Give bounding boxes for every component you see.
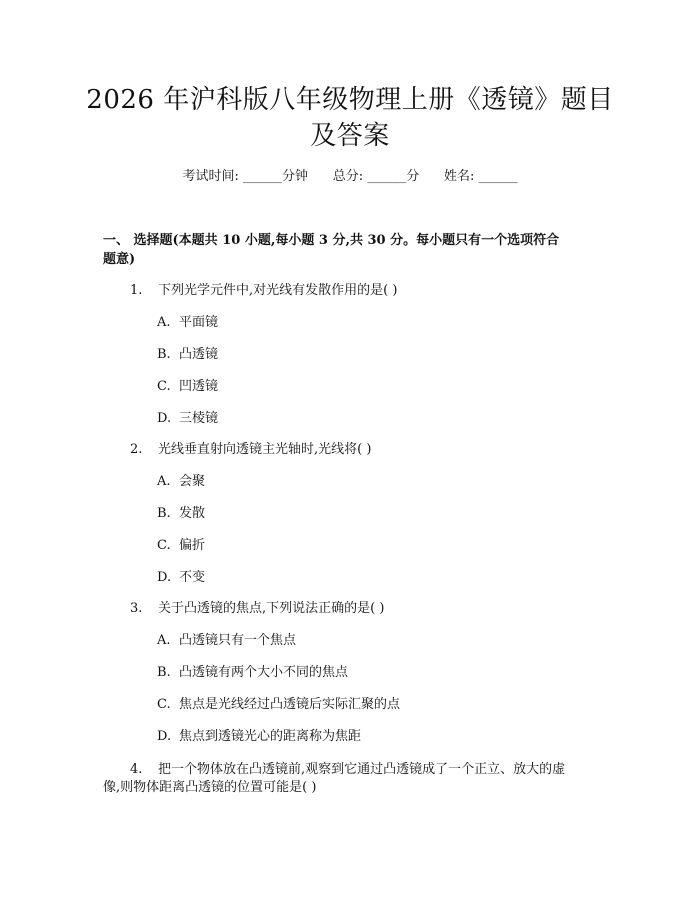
question-text: 光线垂直射向透镜主光轴时,光线将( )	[158, 442, 372, 457]
question-1	[130, 282, 397, 300]
option-3a	[157, 632, 296, 650]
option-letter: D.	[157, 570, 172, 585]
option-text: 不变	[179, 570, 206, 585]
option-text: 凸透镜	[179, 347, 219, 362]
option-letter: C.	[157, 697, 171, 712]
option-text: 凸透镜只有一个焦点	[179, 633, 297, 648]
question-number: 3.	[130, 601, 143, 616]
option-3d	[157, 728, 361, 746]
option-2c	[157, 537, 205, 555]
document-title-line1: 2026 年沪科版八年级物理上册《透镜》题目	[86, 85, 614, 115]
question-number: 1.	[130, 283, 143, 298]
question-2	[130, 441, 371, 459]
option-3b	[157, 664, 348, 682]
document-title-line2: 及答案	[310, 121, 390, 151]
option-text: 偏折	[179, 538, 206, 553]
question-number: 2.	[130, 442, 143, 457]
question-4-line1	[130, 761, 630, 779]
option-letter: A.	[157, 633, 171, 648]
option-1c	[157, 378, 218, 396]
option-3c	[157, 696, 400, 714]
question-number: 4.	[130, 762, 143, 777]
option-2b	[157, 505, 205, 523]
question-4-line2: 像,则物体距离凸透镜的位置可能是( )	[103, 780, 317, 795]
option-letter: B.	[157, 347, 171, 362]
option-text: 焦点到透镜光心的距离称为焦距	[179, 729, 362, 744]
option-text: 发散	[179, 506, 206, 521]
option-text: 焦点是光线经过凸透镜后实际汇聚的点	[179, 697, 401, 712]
option-text: 凸透镜有两个大小不同的焦点	[179, 665, 349, 680]
option-text: 凹透镜	[179, 379, 219, 394]
option-letter: A.	[157, 315, 171, 330]
option-1d	[157, 410, 218, 428]
question-text: 关于凸透镜的焦点,下列说法正确的是( )	[158, 601, 385, 616]
option-text: 三棱镜	[179, 411, 219, 426]
question-text: 下列光学元件中,对光线有发散作用的是( )	[158, 283, 398, 298]
option-letter: B.	[157, 665, 171, 680]
option-text: 平面镜	[179, 315, 219, 330]
section-heading-line1: 一、 选择题(本题共 10 小题,每小题 3 分,共 30 分。每小题只有一个选项符合	[103, 233, 560, 248]
option-letter: D.	[157, 411, 172, 426]
option-letter: A.	[157, 474, 171, 489]
option-2d	[157, 569, 205, 587]
question-text: 把一个物体放在凸透镜前,观察到它通过凸透镜成了一个正立、放大的虚	[158, 762, 566, 777]
section-heading-line2: 题意)	[103, 252, 136, 267]
option-letter: C.	[157, 379, 171, 394]
exam-meta-line: 考试时间: ______分钟 总分: ______分 姓名: ______	[182, 169, 518, 184]
option-2a	[157, 473, 205, 491]
option-letter: B.	[157, 506, 171, 521]
option-1a	[157, 314, 218, 332]
option-letter: C.	[157, 538, 171, 553]
option-text: 会聚	[179, 474, 206, 489]
option-letter: D.	[157, 729, 172, 744]
question-3	[130, 600, 384, 618]
option-1b	[157, 346, 218, 364]
